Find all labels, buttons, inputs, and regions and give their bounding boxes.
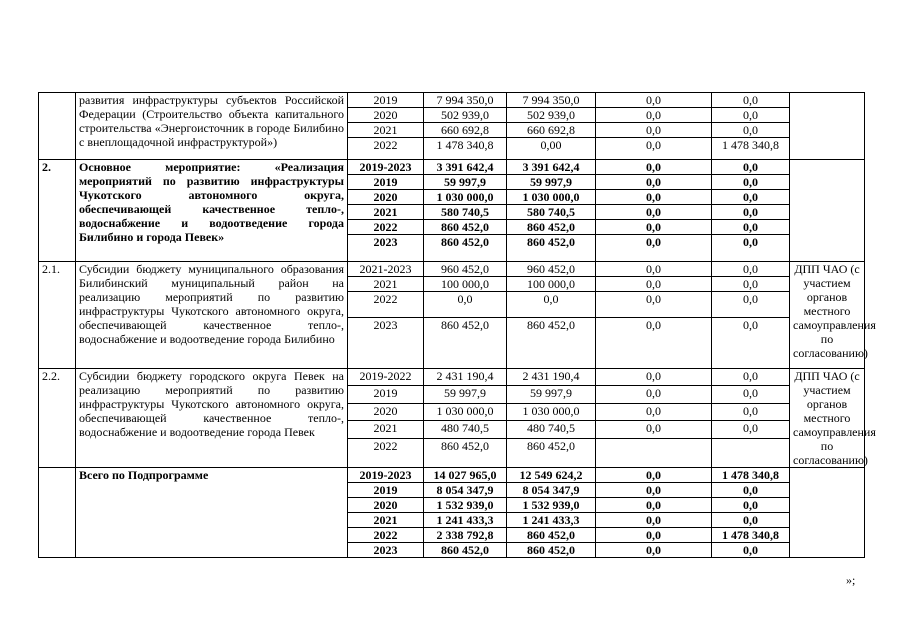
year-cell: 2019-2023 bbox=[348, 468, 424, 483]
federal-budget-cell: 860 452,0 bbox=[507, 438, 596, 467]
total-cell: 8 054 347,9 bbox=[424, 483, 507, 498]
responsible-executor bbox=[790, 468, 865, 558]
item-name: Основное мероприятие: «Реализация мероприятий по развитию инфраструктуры Чукотского автономного округа, обеспечивающей качественное тепло-, водоснабжение и водоотведение города Билибино и города Певек» bbox=[76, 160, 348, 262]
item-number bbox=[39, 468, 76, 558]
responsible-executor: ДПП ЧАО (с участием органов местного самоуправления по согласованию) bbox=[790, 262, 865, 369]
district-budget-cell: 0,0 bbox=[596, 262, 712, 277]
federal-budget-cell: 7 994 350,0 bbox=[507, 93, 596, 108]
local-budget-cell: 1 478 340,8 bbox=[712, 138, 790, 160]
federal-budget-cell: 0,0 bbox=[507, 292, 596, 318]
total-cell: 100 000,0 bbox=[424, 277, 507, 292]
district-budget-cell: 0,0 bbox=[596, 175, 712, 190]
federal-budget-cell: 8 054 347,9 bbox=[507, 483, 596, 498]
item-number: 2.2. bbox=[39, 369, 76, 468]
local-budget-cell: 0,0 bbox=[712, 386, 790, 403]
local-budget-cell: 0,0 bbox=[712, 262, 790, 277]
federal-budget-cell: 502 939,0 bbox=[507, 108, 596, 123]
year-cell: 2022 bbox=[348, 138, 424, 160]
district-budget-cell: 0,0 bbox=[596, 108, 712, 123]
district-budget-cell: 0,0 bbox=[596, 386, 712, 403]
year-cell: 2021 bbox=[348, 421, 424, 438]
closing-quote-mark: »; bbox=[846, 573, 856, 587]
federal-budget-cell: 860 452,0 bbox=[507, 318, 596, 369]
year-cell: 2019 bbox=[348, 93, 424, 108]
table-row bbox=[39, 468, 865, 483]
federal-budget-cell: 59 997,9 bbox=[507, 175, 596, 190]
local-budget-cell bbox=[712, 438, 790, 467]
district-budget-cell bbox=[596, 438, 712, 467]
table-row bbox=[39, 262, 865, 277]
responsible-executor bbox=[790, 93, 865, 160]
federal-budget-cell: 860 452,0 bbox=[507, 528, 596, 543]
year-cell: 2020 bbox=[348, 108, 424, 123]
responsible-executor: ДПП ЧАО (с участием органов местного самоуправления по согласованию) bbox=[790, 369, 865, 468]
federal-budget-cell: 960 452,0 bbox=[507, 262, 596, 277]
item-name: Субсидии бюджету городского округа Певек на реализацию мероприятий по развитию инфраструктуры Чукотского автономного округа, обеспечивающей качественное тепло-, водоснабжение и водоотведение города Певек bbox=[76, 369, 348, 468]
total-cell: 502 939,0 bbox=[424, 108, 507, 123]
local-budget-cell: 0,0 bbox=[712, 498, 790, 513]
federal-budget-cell: 860 452,0 bbox=[507, 235, 596, 262]
local-budget-cell: 0,0 bbox=[712, 235, 790, 262]
total-cell: 1 478 340,8 bbox=[424, 138, 507, 160]
item-number: 2. bbox=[39, 160, 76, 262]
district-budget-cell: 0,0 bbox=[596, 160, 712, 175]
local-budget-cell: 0,0 bbox=[712, 123, 790, 138]
district-budget-cell: 0,0 bbox=[596, 220, 712, 235]
subprogram-funding-table bbox=[38, 92, 876, 558]
district-budget-cell: 0,0 bbox=[596, 318, 712, 369]
federal-budget-cell: 3 391 642,4 bbox=[507, 160, 596, 175]
district-budget-cell: 0,0 bbox=[596, 369, 712, 386]
total-cell: 860 452,0 bbox=[424, 438, 507, 467]
federal-budget-cell: 1 241 433,3 bbox=[507, 513, 596, 528]
total-cell: 480 740,5 bbox=[424, 421, 507, 438]
local-budget-cell: 0,0 bbox=[712, 421, 790, 438]
total-cell: 860 452,0 bbox=[424, 220, 507, 235]
table-row bbox=[39, 160, 865, 175]
year-cell: 2019-2023 bbox=[348, 160, 424, 175]
total-cell: 960 452,0 bbox=[424, 262, 507, 277]
federal-budget-cell: 660 692,8 bbox=[507, 123, 596, 138]
district-budget-cell: 0,0 bbox=[596, 93, 712, 108]
local-budget-cell: 0,0 bbox=[712, 369, 790, 386]
item-number bbox=[39, 93, 76, 160]
year-cell: 2022 bbox=[348, 438, 424, 467]
total-cell: 860 452,0 bbox=[424, 318, 507, 369]
total-cell: 860 452,0 bbox=[424, 543, 507, 558]
total-cell: 1 532 939,0 bbox=[424, 498, 507, 513]
local-budget-cell: 0,0 bbox=[712, 318, 790, 369]
year-cell: 2023 bbox=[348, 318, 424, 369]
district-budget-cell: 0,0 bbox=[596, 468, 712, 483]
total-cell: 3 391 642,4 bbox=[424, 160, 507, 175]
federal-budget-cell: 580 740,5 bbox=[507, 205, 596, 220]
total-cell: 2 338 792,8 bbox=[424, 528, 507, 543]
local-budget-cell: 0,0 bbox=[712, 160, 790, 175]
local-budget-cell: 0,0 bbox=[712, 93, 790, 108]
district-budget-cell: 0,0 bbox=[596, 138, 712, 160]
federal-budget-cell: 1 532 939,0 bbox=[507, 498, 596, 513]
district-budget-cell: 0,0 bbox=[596, 277, 712, 292]
total-cell: 1 241 433,3 bbox=[424, 513, 507, 528]
total-cell: 580 740,5 bbox=[424, 205, 507, 220]
year-cell: 2019-2022 bbox=[348, 369, 424, 386]
federal-budget-cell: 100 000,0 bbox=[507, 277, 596, 292]
total-cell: 860 452,0 bbox=[424, 235, 507, 262]
district-budget-cell: 0,0 bbox=[596, 513, 712, 528]
federal-budget-cell: 1 030 000,0 bbox=[507, 403, 596, 420]
year-cell: 2021 bbox=[348, 205, 424, 220]
district-budget-cell: 0,0 bbox=[596, 498, 712, 513]
local-budget-cell: 0,0 bbox=[712, 513, 790, 528]
year-cell: 2022 bbox=[348, 220, 424, 235]
year-cell: 2021 bbox=[348, 123, 424, 138]
year-cell: 2021-2023 bbox=[348, 262, 424, 277]
local-budget-cell: 0,0 bbox=[712, 190, 790, 205]
year-cell: 2020 bbox=[348, 190, 424, 205]
year-cell: 2019 bbox=[348, 175, 424, 190]
item-name: развития инфраструктуры субъектов Российской Федерации (Строительство объекта капитального строительства «Энергоисточник в городе Билибино с внеплощадочной инфраструктурой») bbox=[76, 93, 348, 160]
local-budget-cell: 0,0 bbox=[712, 220, 790, 235]
total-cell: 7 994 350,0 bbox=[424, 93, 507, 108]
district-budget-cell: 0,0 bbox=[596, 123, 712, 138]
district-budget-cell: 0,0 bbox=[596, 528, 712, 543]
district-budget-cell: 0,0 bbox=[596, 403, 712, 420]
federal-budget-cell: 2 431 190,4 bbox=[507, 369, 596, 386]
district-budget-cell: 0,0 bbox=[596, 421, 712, 438]
year-cell: 2019 bbox=[348, 386, 424, 403]
local-budget-cell: 0,0 bbox=[712, 205, 790, 220]
total-cell: 1 030 000,0 bbox=[424, 403, 507, 420]
district-budget-cell: 0,0 bbox=[596, 483, 712, 498]
federal-budget-cell: 860 452,0 bbox=[507, 543, 596, 558]
local-budget-cell: 1 478 340,8 bbox=[712, 528, 790, 543]
year-cell: 2019 bbox=[348, 483, 424, 498]
year-cell: 2020 bbox=[348, 498, 424, 513]
district-budget-cell: 0,0 bbox=[596, 292, 712, 318]
federal-budget-cell: 860 452,0 bbox=[507, 220, 596, 235]
federal-budget-cell: 59 997,9 bbox=[507, 386, 596, 403]
year-cell: 2022 bbox=[348, 292, 424, 318]
total-cell: 59 997,9 bbox=[424, 175, 507, 190]
district-budget-cell: 0,0 bbox=[596, 235, 712, 262]
year-cell: 2023 bbox=[348, 235, 424, 262]
year-cell: 2023 bbox=[348, 543, 424, 558]
total-cell: 1 030 000,0 bbox=[424, 190, 507, 205]
district-budget-cell: 0,0 bbox=[596, 205, 712, 220]
local-budget-cell: 0,0 bbox=[712, 175, 790, 190]
district-budget-cell: 0,0 bbox=[596, 190, 712, 205]
item-name: Всего по Подпрограмме bbox=[76, 468, 348, 558]
local-budget-cell: 0,0 bbox=[712, 277, 790, 292]
table-row bbox=[39, 93, 865, 108]
total-cell: 660 692,8 bbox=[424, 123, 507, 138]
local-budget-cell: 0,0 bbox=[712, 403, 790, 420]
year-cell: 2021 bbox=[348, 513, 424, 528]
table-row bbox=[39, 369, 865, 386]
item-name: Субсидии бюджету муниципального образования Билибинский муниципальный район на реализацию мероприятий по развитию инфраструктуры Чукотского автономного округа, обеспечивающей качественное тепло-, водоснабжение и водоотведение города Билибино bbox=[76, 262, 348, 369]
responsible-executor bbox=[790, 160, 865, 262]
year-cell: 2021 bbox=[348, 277, 424, 292]
local-budget-cell: 0,0 bbox=[712, 543, 790, 558]
total-cell: 0,0 bbox=[424, 292, 507, 318]
total-cell: 59 997,9 bbox=[424, 386, 507, 403]
federal-budget-cell: 0,00 bbox=[507, 138, 596, 160]
district-budget-cell: 0,0 bbox=[596, 543, 712, 558]
local-budget-cell: 0,0 bbox=[712, 292, 790, 318]
year-cell: 2022 bbox=[348, 528, 424, 543]
table-body bbox=[39, 93, 876, 558]
federal-budget-cell: 1 030 000,0 bbox=[507, 190, 596, 205]
item-number: 2.1. bbox=[39, 262, 76, 369]
federal-budget-cell: 480 740,5 bbox=[507, 421, 596, 438]
total-cell: 2 431 190,4 bbox=[424, 369, 507, 386]
total-cell: 14 027 965,0 bbox=[424, 468, 507, 483]
local-budget-cell: 1 478 340,8 bbox=[712, 468, 790, 483]
local-budget-cell: 0,0 bbox=[712, 483, 790, 498]
local-budget-cell: 0,0 bbox=[712, 108, 790, 123]
year-cell: 2020 bbox=[348, 403, 424, 420]
federal-budget-cell: 12 549 624,2 bbox=[507, 468, 596, 483]
